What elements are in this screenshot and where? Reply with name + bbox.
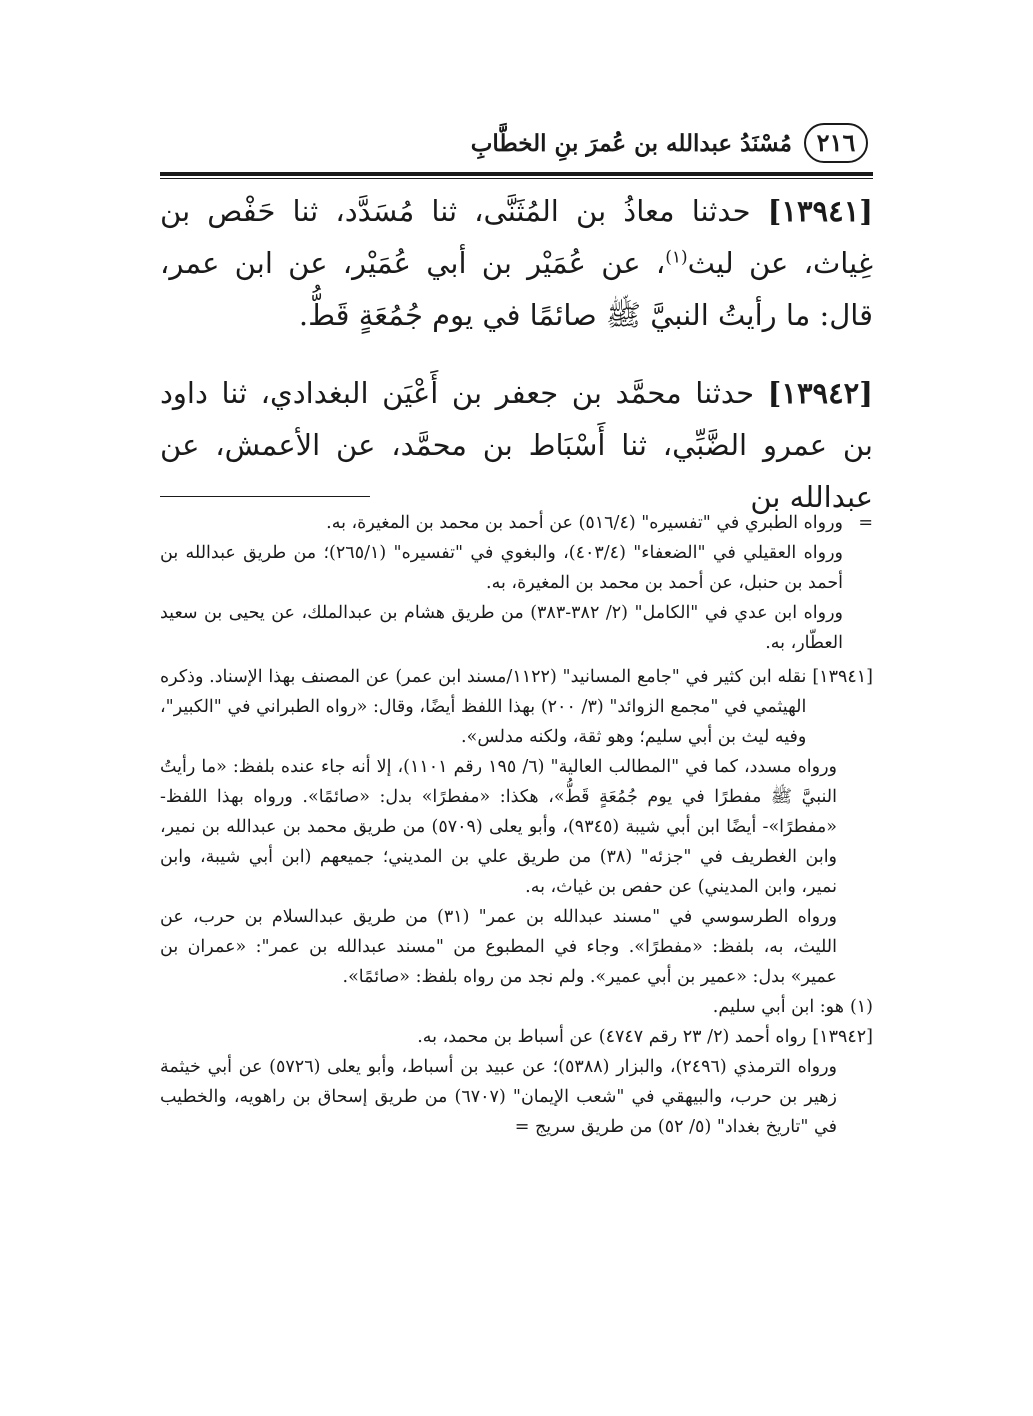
page-header	[165, 118, 868, 168]
footnote-paragraph: ورواه الطبري في "تفسيره" (٥١٦/٤) عن أحمد بن محمد بن المغيرة، به.	[326, 513, 843, 533]
running-title: مُسْنَدُ عبدالله بن عُمرَ بنِ الخطَّابِ	[470, 129, 792, 157]
hadith-text: حدثنا محمَّد بن جعفر بن أَعْيَن البغدادي، ثنا داود بن عمرو الضَّبِّي، ثنا أَسْبَاط بن محمَّد، عن الأعمش، عن عبدالله بن	[160, 376, 873, 514]
footnote-1	[160, 992, 873, 1022]
footnote-paragraph: رواه أحمد (٢/ ٢٣ رقم ٤٧٤٧) عن أسباط بن محمد، به.	[417, 1027, 807, 1047]
hadith-number: [١٣٩٤٢]	[767, 376, 873, 410]
footnotes	[160, 508, 873, 1142]
footnote-reference: (١)	[665, 247, 688, 268]
page-number-badge: ٢١٦	[804, 123, 868, 163]
footnote-separator	[160, 496, 370, 497]
hadith-text: حدثنا معاذُ بن المُثَنَّى، ثنا مُسَدَّد، ثنا حَفْص بن غِياث، عن ليث	[160, 194, 873, 280]
footnote-paragraph: ورواه مسدد، كما في "المطالب العالية" (٦/ ١٩٥ رقم ١١٠١)، إلا أنه جاء عنده بلفظ: «ما رأيتُ النبيَّ ﷺ مفطرًا في يوم جُمُعَةٍ قَطُّ»، هكذا: «مفطرًا» بدل: «صائمًا». ورواه بهذا اللفظ- «مفطرًا»- أيضًا ابن أبي شيبة (٩٣٤٥)، وأبو يعلى (٥٧٠٩) من طريق محمد بن عبدالله بن نمير، وابن الغطريف في "جزئه" (٣٨) من طريق علي بن المديني؛ جميعهم (ابن أبي شيبة، وابن نمير، وابن المديني) عن حفص بن غياث، به.	[160, 757, 838, 897]
footnote-13941-continued	[160, 752, 873, 992]
hadith-13941	[160, 185, 873, 341]
continuation-marker: =	[858, 513, 873, 533]
footnote-paragraph: هو: ابن أبي سليم.	[712, 997, 844, 1017]
hadith-number: [١٣٩٤١]	[767, 194, 874, 228]
footnote-label: [١٣٩٤٢]	[812, 1027, 873, 1047]
header-divider	[160, 172, 873, 176]
footnote-paragraph: ورواه العقيلي في "الضعفاء" (٤٠٣/٤)، والبغوي في "تفسيره" (٢٦٥/١)؛ من طريق عبدالله بن أحمد بن حنبل، عن أحمد بن محمد بن المغيرة، به.	[160, 543, 843, 593]
footnote-13942	[160, 1022, 873, 1052]
main-text	[160, 185, 873, 523]
hadith-13942	[160, 367, 873, 523]
footnote-label: (١)	[849, 997, 873, 1017]
footnote-paragraph: ورواه الترمذي (٢٤٩٦)، والبزار (٥٣٨٨)؛ عن عبيد بن أسباط، وأبو يعلى (٥٧٢٦) عن أبي خيثمة زهير بن حرب، والبيهقي في "شعب الإيمان" (٦٧٠٧) من طريق إسحاق بن راهويه، والخطيب في "تاريخ بغداد" (٥/ ٥٢) من طريق سريج =	[160, 1057, 837, 1137]
hadith-text-continued: ، عن عُمَيْر بن أبي عُمَيْر، عن ابن عمر، قال: ما رأيتُ النبيَّ ﷺ صائمًا في يوم جُمُعَةٍ قَطُّ.	[160, 246, 873, 332]
footnote-continuation	[160, 508, 873, 658]
footnote-label: [١٣٩٤١]	[812, 667, 873, 687]
footnote-paragraph: ورواه ابن عدي في "الكامل" (٢/ ٣٨٢-٣٨٣) من طريق هشام بن عبدالملك، عن يحيى بن سعيد العطّار، به.	[160, 603, 843, 653]
footnote-paragraph: نقله ابن كثير في "جامع المسانيد" (١١٢٢/مسند ابن عمر) عن المصنف بهذا الإسناد. وذكره الهيثمي في "مجمع الزوائد" (٣/ ٢٠٠) بهذا اللفظ أيضًا، وقال: «رواه الطبراني في "الكبير"، وفيه ليث بن أبي سليم؛ وهو ثقة، ولكنه مدلس».	[160, 667, 807, 747]
footnote-13941	[160, 662, 873, 752]
footnote-13942-continued	[160, 1052, 873, 1142]
footnote-paragraph: ورواه الطرسوسي في "مسند عبدالله بن عمر" (٣١) من طريق عبدالسلام بن حرب، عن الليث، به، بلفظ: «مفطرًا». وجاء في المطبوع من "مسند عبدالله بن عمر": «عمران بن عمير» بدل: «عمير بن أبي عمير». ولم نجد من رواه بلفظ: «صائمًا».	[160, 907, 837, 987]
